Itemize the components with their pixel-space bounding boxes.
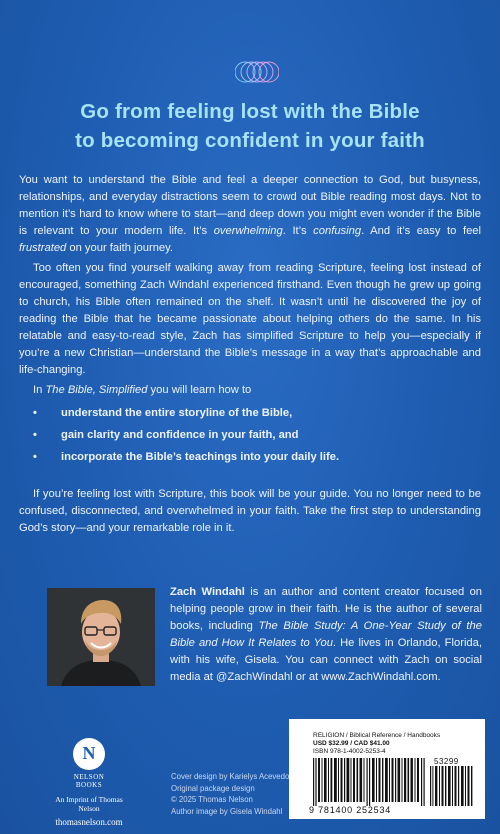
author-bio-text-a: is an author and content creator focused on helping people grow in their faith. He is the author of several books, including [170, 586, 483, 632]
bullet-icon: • [33, 429, 37, 441]
price-code: 53299 [434, 757, 459, 766]
design-credits [171, 771, 291, 817]
barcode-digits: 9 781400 252534 [309, 805, 392, 815]
publisher-imprint: An Imprint of Thomas Nelson [55, 795, 123, 813]
story-paragraph: Too often you find yourself walking away from reading Scripture, feeling lost instead of encouraged, something Zach Windahl experienced firsthand. Even though he grew up going to church, his Bible often remained on the shelf. It wasn’t until he discovered the joy of reading the Bible that he became passionate about helping others do the same. In his relatable and easy-to-read style, Zach has simplified Scripture to help you—especially if you’re a new Christian—understand the Bible’s message in a way that’s approachable and life-changing. [19, 262, 481, 376]
closing-paragraph: If you’re feeling lost with Scripture, this book will be your guide. You no longer need to be confused, disconnected, and overwhelmed in your faith. Take the first step to understanding God’s story—and your remarkable role in it. [19, 488, 481, 534]
intro-emphasis-overwhelming: overwhelming [213, 225, 283, 237]
list-item-text: understand the entire storyline of the Bible, [61, 407, 293, 419]
learn-intro [33, 382, 495, 399]
nelson-emblem-letter: N [82, 743, 96, 763]
bullet-icon: • [33, 451, 37, 463]
barcode-isbn: ISBN 978-1-4002-5253-4 [313, 748, 386, 755]
overlapping-rings-logo-icon [235, 58, 279, 86]
intro-emphasis-frustrated: frustrated [19, 242, 67, 254]
credit-line: Author image by Gisela Windahl [171, 806, 283, 816]
author-bio [170, 584, 482, 686]
headline [30, 97, 470, 155]
list-item [33, 427, 339, 444]
learning-points-list [33, 405, 339, 471]
intro-text-c: . And it’s easy to feel [361, 225, 482, 237]
intro-paragraph [19, 172, 481, 257]
list-item-text: gain clarity and confidence in your faith, and [61, 429, 299, 441]
bullet-icon: • [33, 407, 37, 419]
learn-intro-a: In [33, 384, 46, 396]
author-book-title: The Bible Study: A One-Year Study of the Bible and How It Relates to You [170, 620, 482, 649]
credit-line: Original package design [171, 783, 255, 793]
intro-text-d: on your faith journey. [66, 242, 174, 254]
barcode-category: RELIGION / Biblical Reference / Handbooks [313, 732, 441, 739]
book-title-mention: The Bible, Simplified [45, 384, 148, 396]
headline-line-2: to becoming confident in your faith [75, 129, 425, 152]
publisher-logo [44, 738, 134, 827]
credit-line: Cover design by Karielys Acevedo [171, 772, 290, 781]
author-name: Zach Windahl [170, 586, 245, 598]
author-photo [47, 588, 155, 686]
intro-emphasis-confusing: confusing [313, 225, 362, 237]
headline-line-1: Go from feeling lost with the Bible [80, 100, 420, 123]
publisher-name-line-2: BOOKS [75, 781, 103, 789]
publisher-name [44, 773, 134, 789]
learn-intro-b: you will learn how to [147, 384, 252, 396]
nelson-emblem-icon [73, 738, 105, 770]
barcode-panel [289, 719, 485, 819]
credit-line: © 2025 Thomas Nelson [171, 795, 253, 804]
intro-text-a: You want to understand the Bible and feel a deeper connection to God, but busyness, relationships, and everyday distractions seem to crowd out Bible reading most days. Not to mention it’s hard to know where to start—and deep down you might even wonder if the Bible is relevant to your modern life. It’s [19, 174, 481, 237]
list-item-text: incorporate the Bible’s teachings into your daily life. [61, 451, 340, 463]
isbn-barcode [313, 758, 427, 806]
price-barcode [430, 766, 474, 806]
list-item [33, 405, 339, 422]
list-item [33, 449, 339, 466]
barcode-price: USD $32.99 / CAD $41.00 [313, 740, 390, 747]
intro-text-b: . It’s [282, 225, 314, 237]
publisher-website: thomasnelson.com [55, 817, 123, 827]
author-bio-text-b: . He lives in Orlando, Florida, with his wife, Gisela. You can connect with Zach on social media at @ZachWindahl or at www.ZachWindahl.com. [170, 637, 482, 683]
publisher-name-line-1: NELSON [73, 773, 105, 781]
